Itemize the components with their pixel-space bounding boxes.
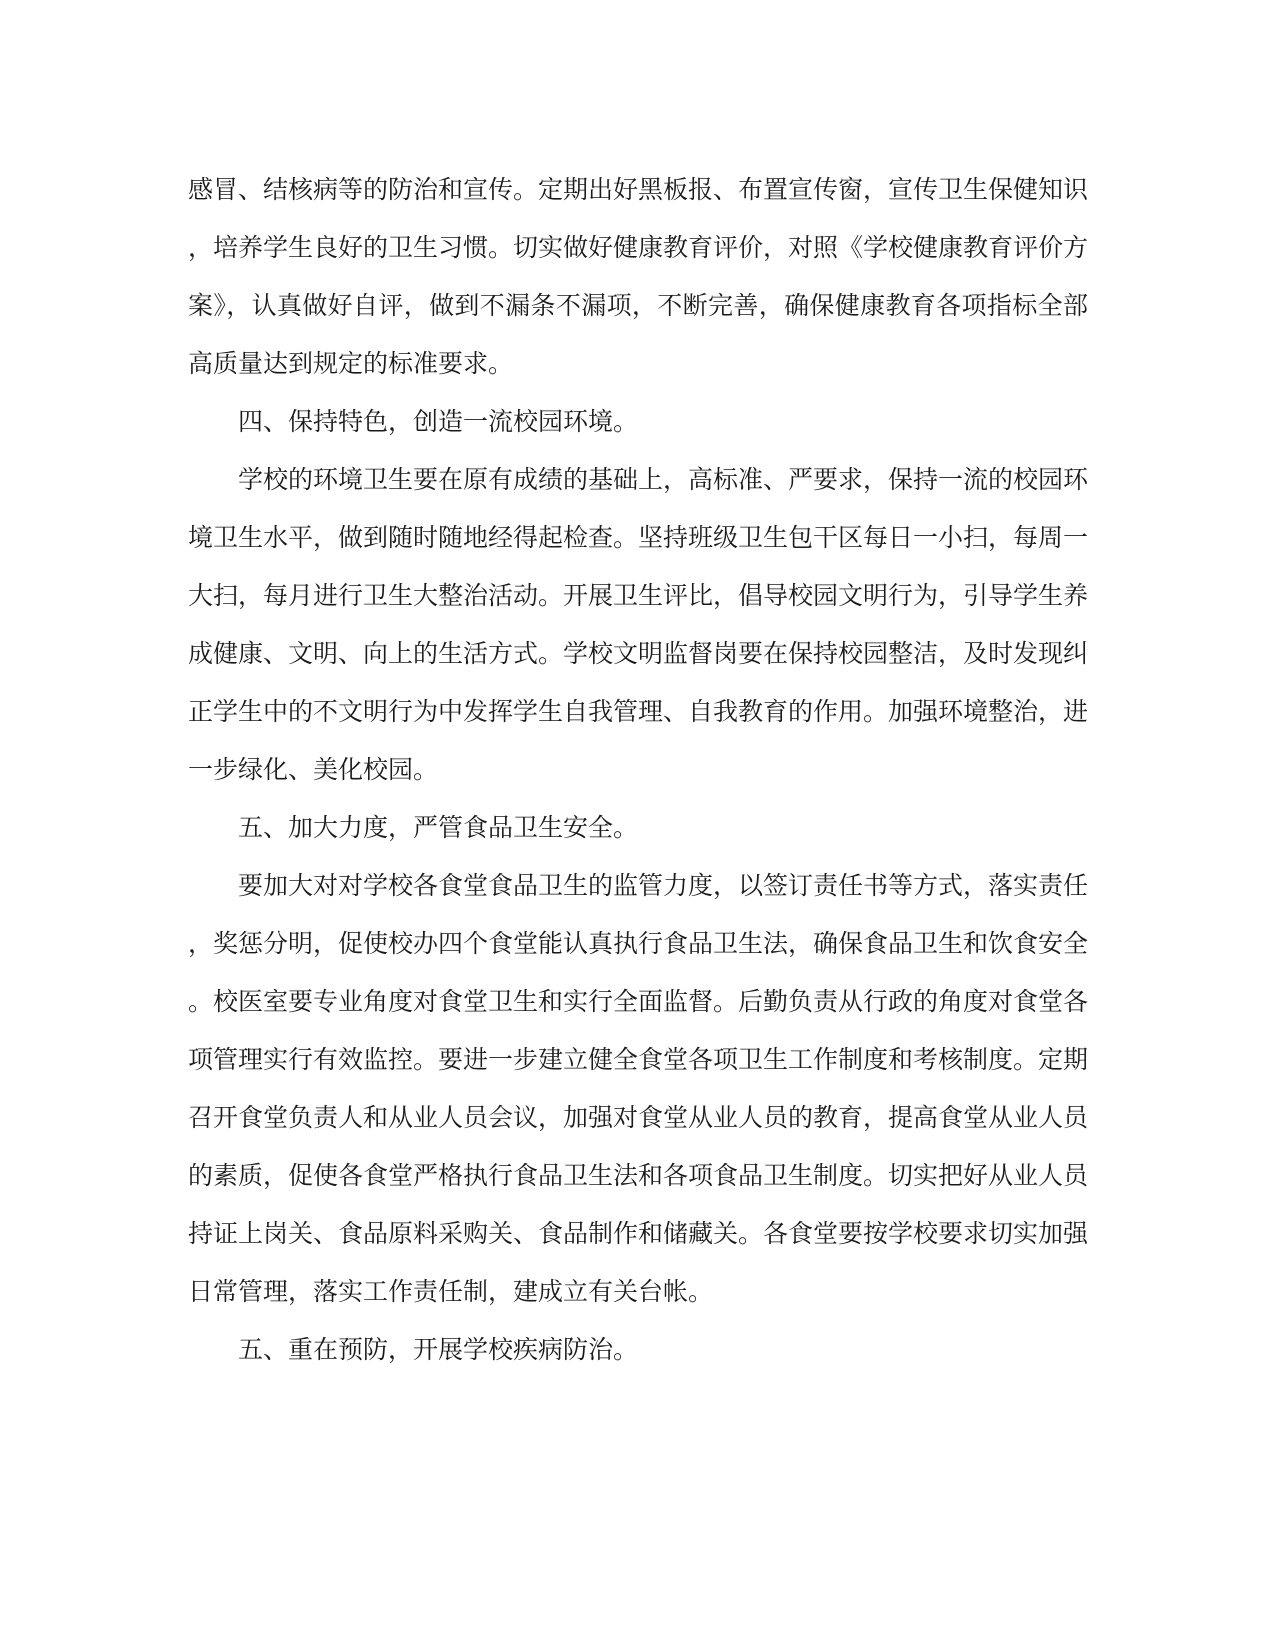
body-line: 正学生中的不文明行为中发挥学生自我管理、自我教育的作用。加强环境整治，进 [188, 697, 1089, 726]
body-line: 。校医室要专业角度对食堂卫生和实行全面监督。后勤负责从行政的角度对食堂各 [188, 987, 1089, 1016]
body-line: 成健康、文明、向上的生活方式。学校文明监督岗要在保持校园整洁，及时发现纠 [188, 639, 1089, 668]
body-line: 案》，认真做好自评，做到不漏条不漏项，不断完善，确保健康教育各项指标全部 [188, 291, 1088, 320]
body-line: 日常管理，落实工作责任制，建成立有关台帐。 [188, 1277, 714, 1306]
body-line: 感冒、结核病等的防治和宣传。定期出好黑板报、布置宣传窗，宣传卫生保健知识 [188, 175, 1089, 204]
body-line: 学校的环境卫生要在原有成绩的基础上，高标准、严要求，保持一流的校园环 [238, 465, 1089, 494]
body-line: 召开食堂负责人和从业人员会议，加强对食堂从业人员的教育，提高食堂从业人员 [188, 1103, 1089, 1132]
body-line: 项管理实行有效监控。要进一步建立健全食堂各项卫生工作制度和考核制度。定期 [188, 1045, 1089, 1074]
section-heading: 五、加大力度，严管食品卫生安全。 [238, 813, 639, 842]
body-line: 的素质，促使各食堂严格执行食品卫生法和各项食品卫生制度。切实把好从业人员 [188, 1161, 1089, 1190]
body-line: 高质量达到规定的标准要求。 [188, 349, 514, 378]
body-line: 要加大对对学校各食堂食品卫生的监管力度，以签订责任书等方式，落实责任 [238, 871, 1089, 900]
body-line: 持证上岗关、食品原料采购关、食品制作和储藏关。各食堂要按学校要求切实加强 [188, 1219, 1089, 1248]
body-line: ，培养学生良好的卫生习惯。切实做好健康教育评价，对照《学校健康教育评价方 [188, 233, 1089, 262]
section-heading: 五、重在预防，开展学校疾病防治。 [238, 1335, 639, 1364]
body-line: ，奖惩分明，促使校办四个食堂能认真执行食品卫生法，确保食品卫生和饮食安全 [188, 929, 1089, 958]
section-heading: 四、保持特色，创造一流校园环境。 [238, 407, 639, 436]
body-line: 一步绿化、美化校园。 [188, 755, 439, 784]
body-line: 大扫，每月进行卫生大整治活动。开展卫生评比，倡导校园文明行为，引导学生养 [188, 581, 1089, 610]
body-line: 境卫生水平，做到随时随地经得起检查。坚持班级卫生包干区每日一小扫，每周一 [188, 523, 1089, 552]
